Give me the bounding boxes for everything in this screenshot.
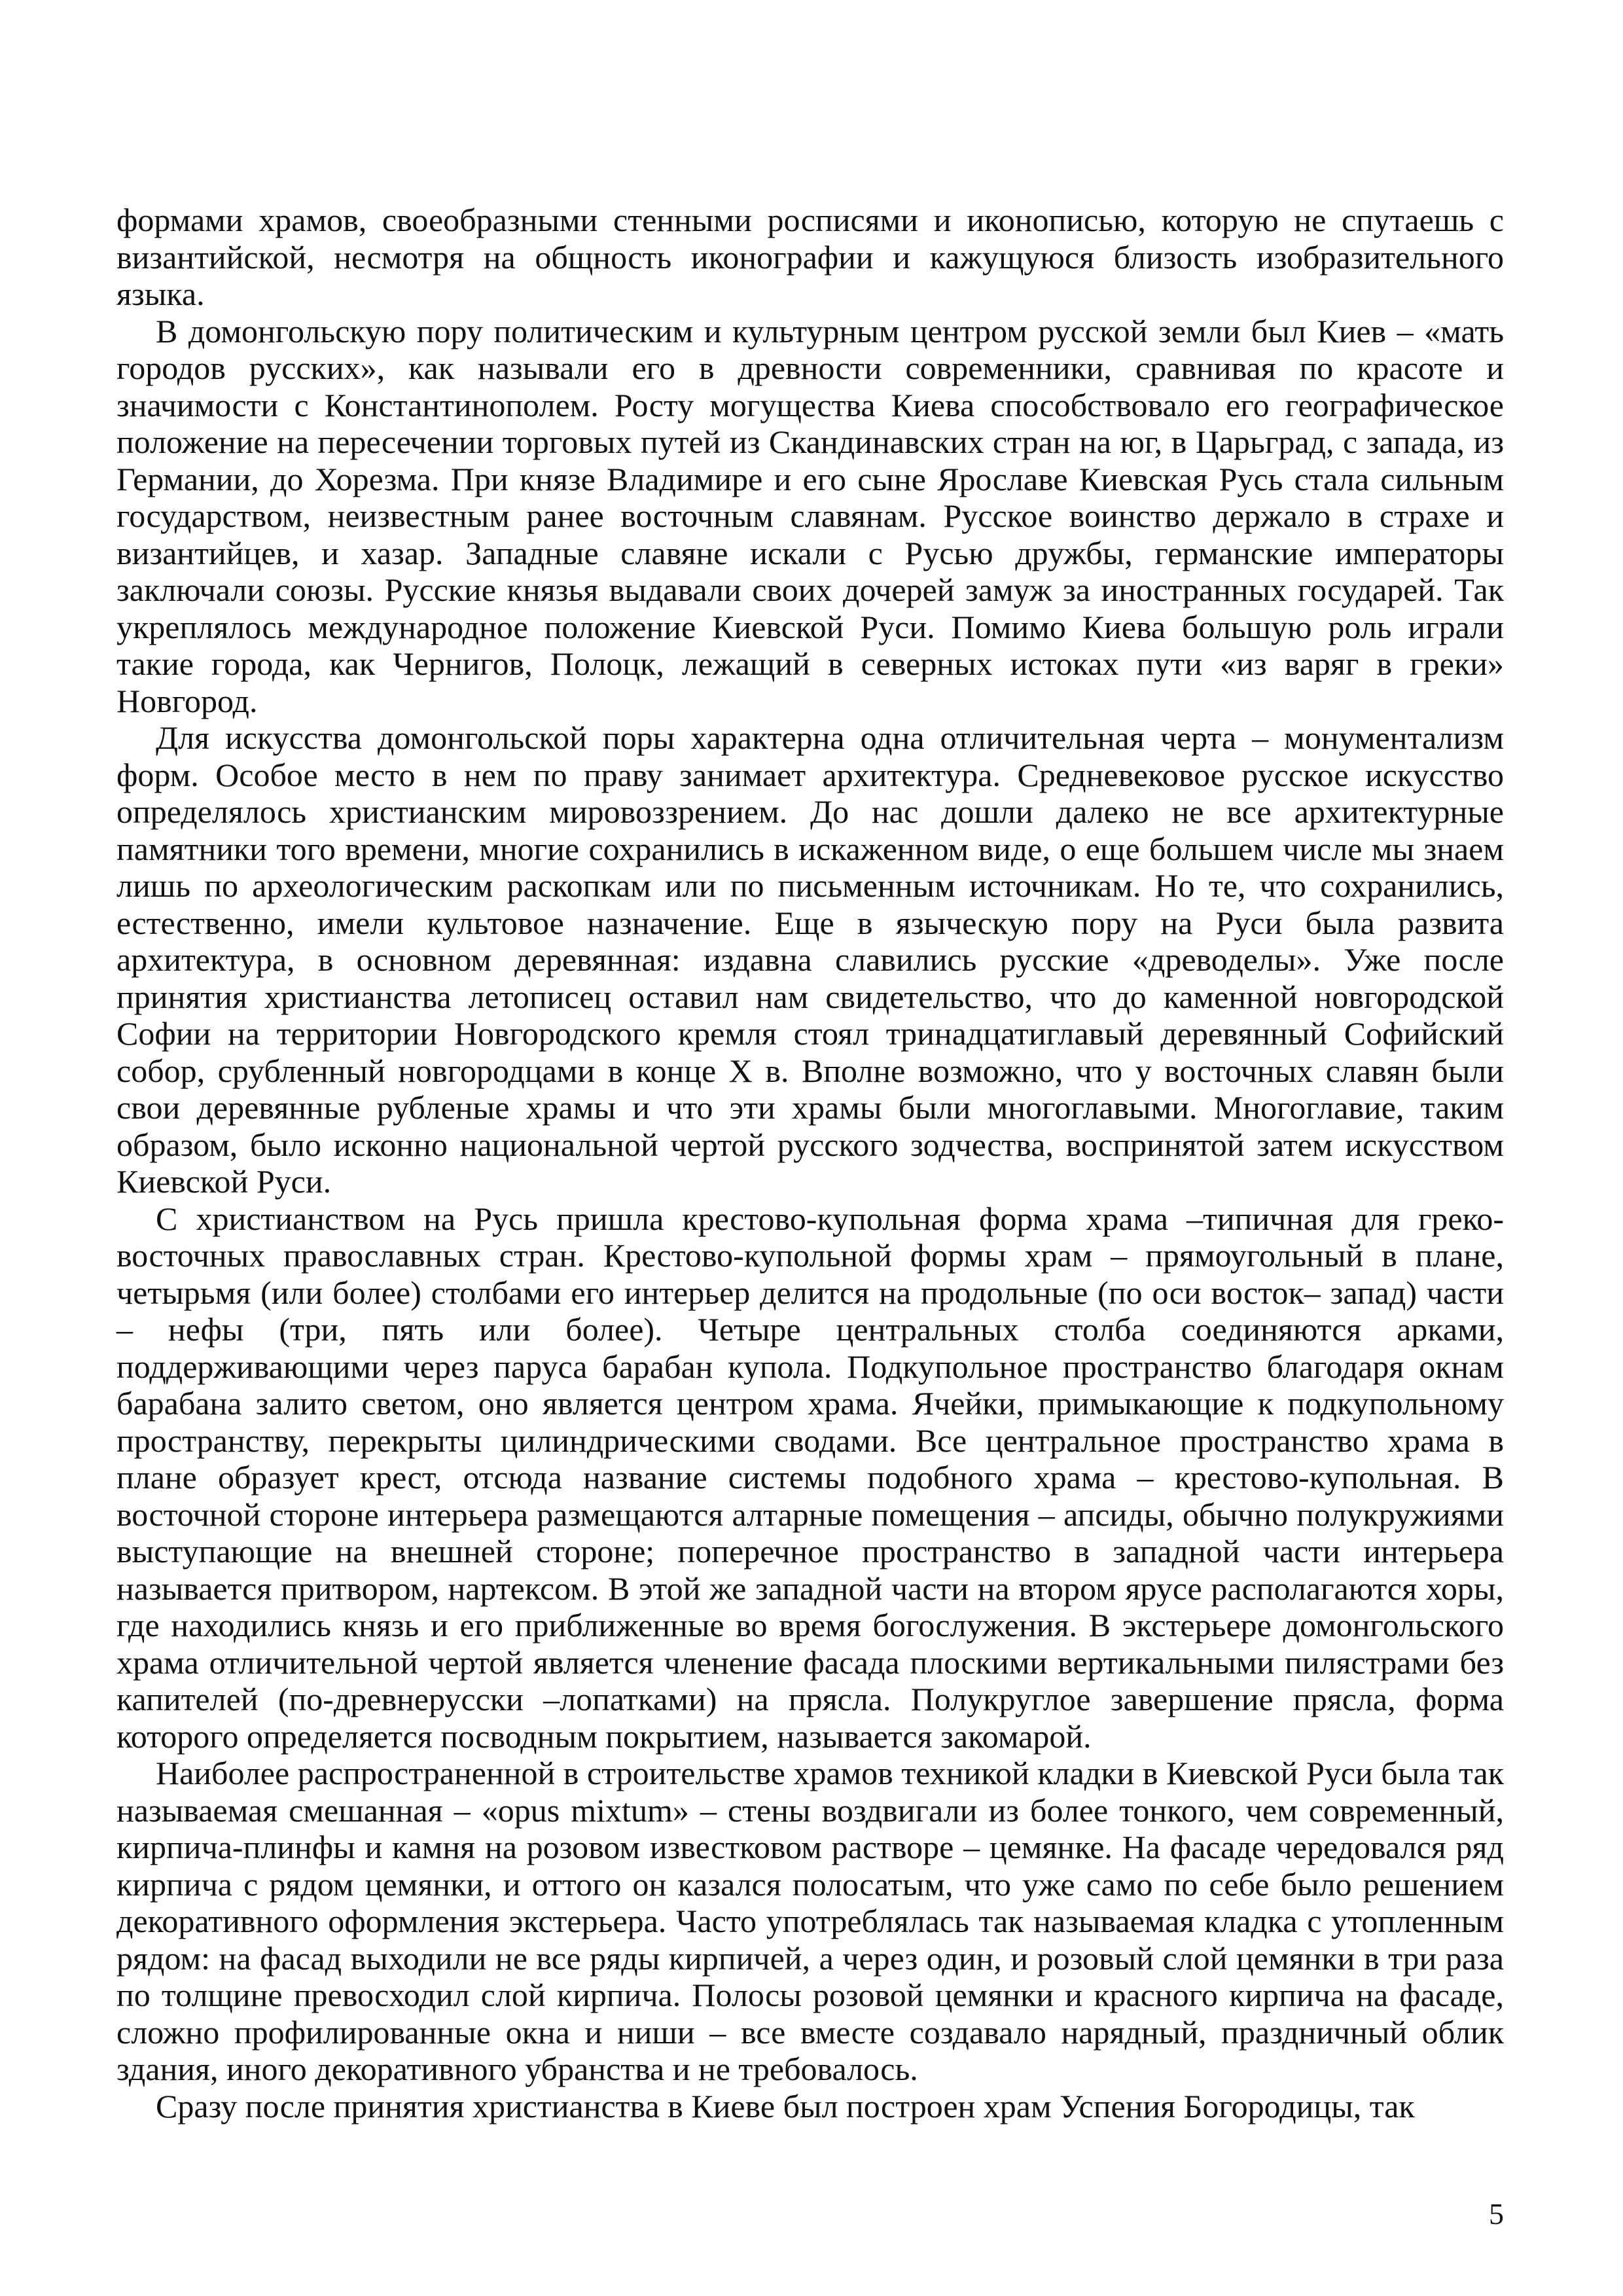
paragraph-assumption-church: Сразу после принятия христианства в Киеве был построен храм Успения Богородицы, так: [156, 2087, 1415, 2125]
paragraph-masonry: Наиболее распространенной в строительстве храмов техникой кладки в Киевской Руси была так называемая смешанная – «opus mixtum» – стены воздвигали из более тонкого, чем современный, кирпича-плинфы и камня на розовом известковом растворе – цемянке. На фасаде чередовался ряд кирпича с рядом цемянки, и оттого он казался полосатым, что уже само по себе было решением декоративного оформления экстерьера. Часто употреблялась так называемая кладка с утопленным рядом: на фасад выходили не все ряды кирпичей, а через один, и розовый слой цемянки в три раза по толщине превосходил слой кирпича. Полосы розовой цемянки и красного кирпича на фасаде, сложно профилированные окна и ниши – все вместе создавало нарядный, праздничный облик здания, иного декоративного убранства и не требовалось.: [116, 1755, 1504, 2087]
paragraph-monumentalism: Для искусства домонгольской поры характерна одна отличительная черта – монументализм форм. Особое место в нем по праву занимает архитектура. Средневековое русское искусство определялось христианским мировоззрением. До нас дошли далеко не все архитектурные памятники того времени, многие сохранились в искаженном виде, о еще большем числе мы знаем лишь по археологическим раскопкам или по письменным источникам. Но те, что сохранились, естественно, имели культовое назначение. Еще в языческую пору на Руси была развита архитектура, в основном деревянная: издавна славились русские «древоделы». Уже после принятия христианства летописец оставил нам свидетельство, что до каменной новгородской Софии на территории Новгородского кремля стоял тринадцатиглавый деревянный Софийский собор, срубленный новгородцами в конце X в. Вполне возможно, что у восточных славян были свои деревянные рубленые храмы и что эти храмы были многоглавыми. Многоглавие, таким образом, было исконно национальной чертой русского зодчества, воспринятой затем искусством Киевской Руси.: [116, 719, 1504, 1200]
page-number: 5: [1489, 2197, 1504, 2231]
paragraph-kiev-center: В домонгольскую пору политическим и культурным центром русской земли был Киев – «мать городов русских», как называли его в древности современники, сравнивая по красоте и значимости с Константинополем. Росту могущества Киева способствовало его географическое положение на пересечении торговых путей из Скандинавских стран на юг, в Царьград, с запада, из Германии, до Хорезма. При князе Владимире и его сыне Ярославе Киевская Русь стала сильным государством, неизвестным ранее восточным славянам. Русское воинство держало в страхе и византийцев, и хазар. Западные славяне искали с Русью дружбы, германские императоры заключали союзы. Русские князья выдавали своих дочерей замуж за иностранных государей. Так укреплялось международное положение Киевской Руси. Помимо Киева большую роль играли такие города, как Чернигов, Полоцк, лежащий в северных истоках пути «из варяг в греки» Новгород.: [116, 312, 1504, 719]
paragraph-continuation: формами храмов, своеобразными стенными росписями и иконописью, которую не спутаешь с византийской, несмотря на общность иконографии и кажущуюся близость изобразительного языка.: [116, 202, 1504, 312]
paragraph-cross-dome: С христианством на Русь пришла крестово-купольная форма храма –типичная для греко-восточных православных стран. Крестово-купольной формы храм – прямоугольный в плане, четырьмя (или более) столбами его интерьер делится на продольные (по оси восток– запад) части – нефы (три, пять или более). Четыре центральных столба соединяются арками, поддерживающими через паруса барабан купола. Подкупольное пространство благодаря окнам барабана залито светом, оно является центром храма. Ячейки, примыкающие к подкупольному пространству, перекрыты цилиндрическими сводами. Все центральное пространство храма в плане образует крест, отсюда название системы подобного храма – крестово-купольная. В восточной стороне интерьера размещаются алтарные помещения – апсиды, обычно полукружиями выступающие на внешней стороне; поперечное пространство в западной части интерьера называется притвором, нартексом. В этой же западной части на втором ярусе располагаются хоры, где находились князь и его приближенные во время богослужения. В экстерьере домонгольского храма отличительной чертой является членение фасада плоскими вертикальными пилястрами без капителей (по-древнерусски –лопатками) на прясла. Полукруглое завершение прясла, форма которого определяется посводным покрытием, называется закомарой.: [116, 1200, 1504, 1755]
page-body: [116, 202, 1504, 2125]
